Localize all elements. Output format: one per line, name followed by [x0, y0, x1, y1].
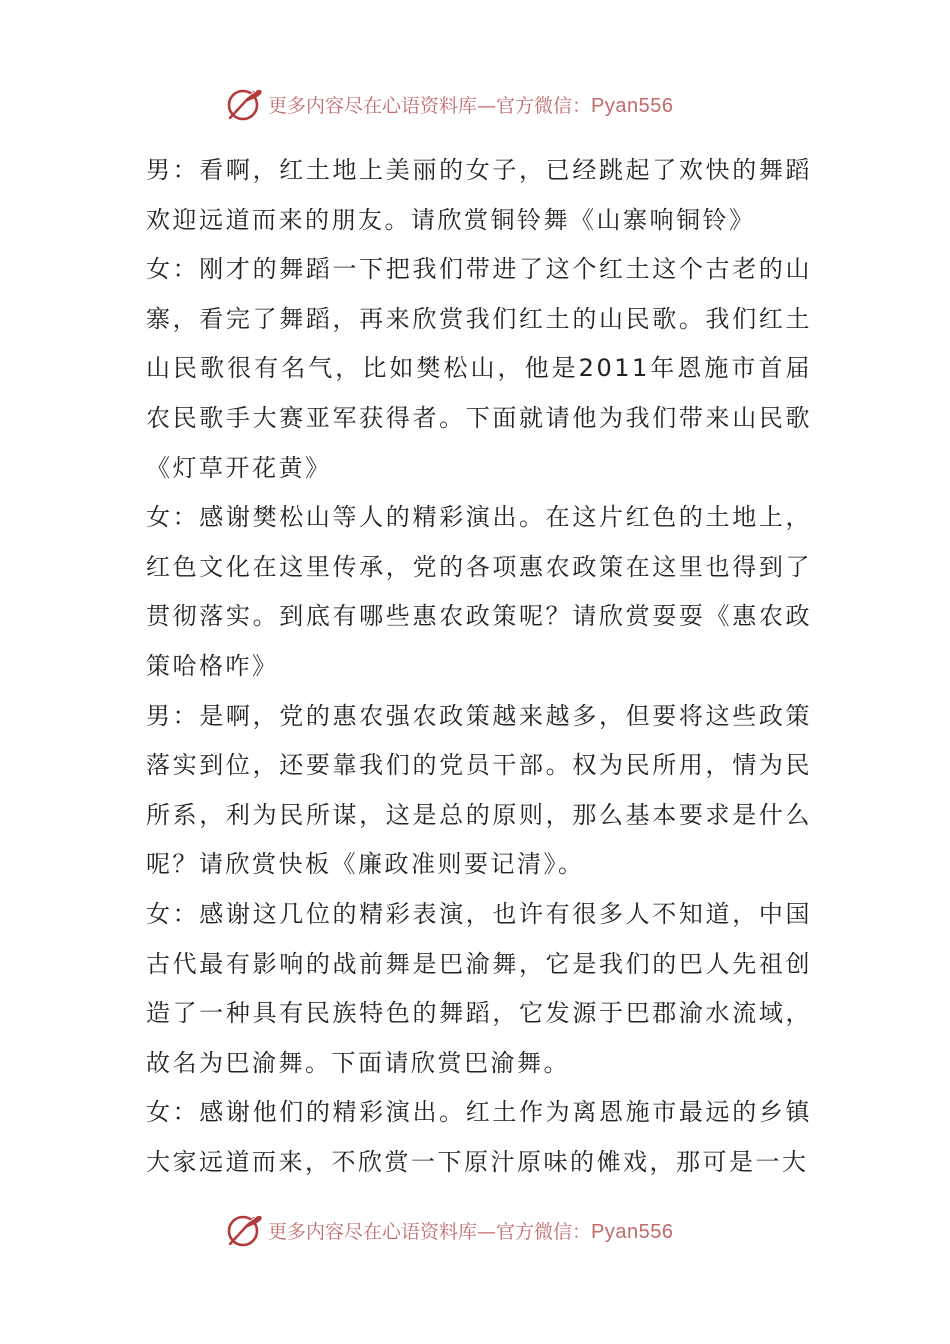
footer-banner-cn: 更多内容尽在心语资料库—官方微信：	[268, 1220, 592, 1243]
header-wechat-id: Pyan556	[591, 94, 674, 117]
paragraph: 女：感谢他们的精彩演出。红土作为离恩施市最远的乡镇大家远道而来，不欣赏一下原汁原味的傩戏，那可是一大	[146, 1098, 812, 1176]
footer-banner	[224, 1208, 744, 1252]
footer-wechat-id: Pyan556	[591, 1220, 674, 1243]
paragraph: 女：刚才的舞蹈一下把我们带进了这个红土这个古老的山寨，看完了舞蹈，再来欣赏我们红土的山民歌。我们红土山民歌很有名气，比如樊松山，他是2011年恩施市首届农民歌手大赛亚军获得者。下面就请他为我们带来山民歌《灯草开花黄》	[146, 255, 812, 482]
footer-banner-text	[268, 1217, 673, 1244]
quill-logo-icon	[224, 84, 264, 124]
paragraph: 女：感谢樊松山等人的精彩演出。在这片红色的土地上，红色文化在这里传承，党的各项惠农政策在这里也得到了贯彻落实。到底有哪些惠农政策呢？请欣赏耍耍《惠农政策哈格咋》	[146, 503, 812, 680]
paragraph: 女：感谢这几位的精彩表演，也许有很多人不知道，中国古代最有影响的战前舞是巴渝舞，它是我们的巴人先祖创造了一种具有民族特色的舞蹈，它发源于巴郡渝水流域，故名为巴渝舞。下面请欣赏巴渝舞。	[146, 899, 812, 1077]
paragraph: 男：是啊，党的惠农强农政策越来越多，但要将这些政策落实到位，还要靠我们的党员干部。权为民所用，情为民所系，利为民所谋，这是总的原则，那么基本要求是什么呢？请欣赏快板《廉政准则要记清》。	[146, 701, 812, 879]
header-banner-text	[268, 91, 673, 118]
quill-logo-icon	[224, 1210, 264, 1250]
header-banner	[224, 82, 744, 126]
paragraph: 男：看啊，红土地上美丽的女子，已经跳起了欢快的舞蹈欢迎远道而来的朋友。请欣赏铜铃舞《山寨响铜铃》	[146, 156, 812, 234]
header-banner-cn: 更多内容尽在心语资料库—官方微信：	[268, 94, 592, 117]
document-body	[146, 146, 812, 1187]
